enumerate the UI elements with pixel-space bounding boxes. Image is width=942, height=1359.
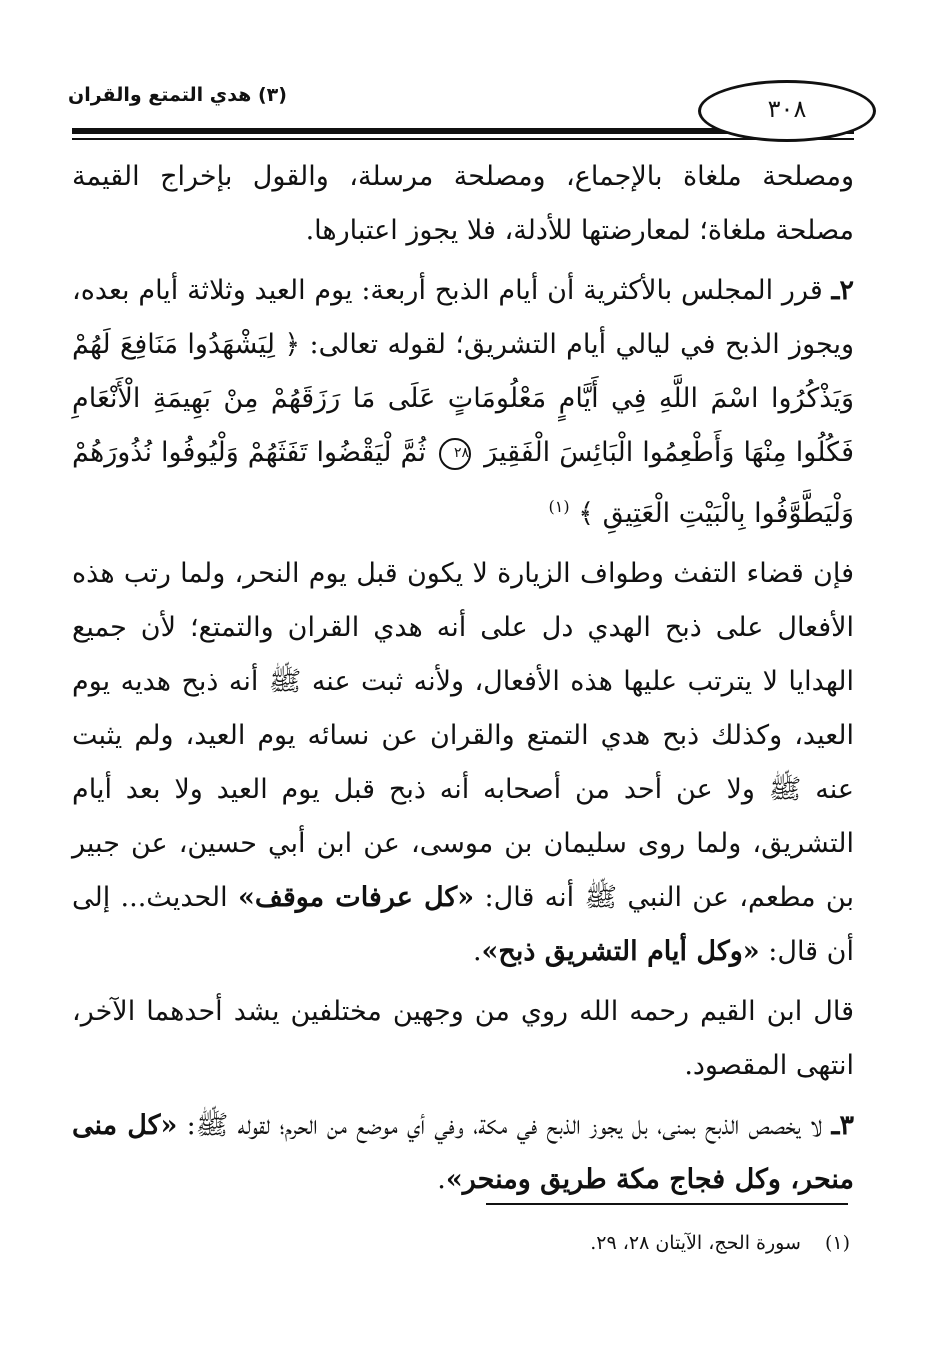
footnote-number: (١) xyxy=(824,1232,850,1254)
quran-verse-part-1: ﴿ لِيَشْهَدُوا مَنَافِعَ لَهُمْ وَيَذْكُرُوا اسْمَ اللَّهِ فِي أَيَّامٍ مَعْلُومَاتٍ عَلَى مَا رَزَقَهُمْ مِنْ بَهِيمَةِ الْأَنْعَامِ فَكُلُوا مِنْهَا وَأَطْعِمُوا الْبَائِسَ الْفَقِيرَ xyxy=(72,329,854,468)
main-text xyxy=(72,150,854,1213)
hadith-quote-3: «كل منى منحر، وكل فجاج مكة طريق ومنحر» xyxy=(72,1110,854,1195)
paragraph-2 xyxy=(72,264,854,541)
header-rule-thin xyxy=(72,138,854,140)
paragraph-2-text: قرر المجلس بالأكثرية أن أيام الذبح أربعة: يوم العيد وثلاثة أيام بعده، ويجوز الذبح في ليالي أيام التشريق؛ لقوله تعالى: xyxy=(72,275,854,360)
paragraph-5-text: لا يخصص الذبح بمنى، بل يجوز الذبح في مكة، وفي أي موضع من الحرم؛ لقوله ﷺ: xyxy=(186,1110,823,1141)
hadith-quote-2: «وكل أيام التشريق ذبح» xyxy=(481,936,760,967)
paragraph-3-text-a: فإن قضاء التفث وطواف الزيارة لا يكون قبل يوم النحر، ولما رتب هذه الأفعال على ذبح الهدي دل على أنه هدي القران والتمتع؛ لأن جميع الهدايا لا يترتب عليها هذه الأفعال، ولأنه ثبت عنه ﷺ أنه ذبح هديه يوم العيد، وكذلك ذبح هدي التمتع والقران عن نسائه يوم العيد، ولم يثبت عنه ﷺ ولا عن أحد من أصحابه أنه ذبح قبل يوم العيد ولا بعد أيام التشريق، ولما روى سليمان بن موسى، عن ابن أبي حسين، عن جبير بن مطعم، عن النبي ﷺ أنه قال: xyxy=(72,558,854,913)
footnote-reference: (١) xyxy=(548,497,570,516)
footnote-text: سورة الحج، الآيتان ٢٨، ٢٩. xyxy=(590,1232,801,1254)
item-number-2: ٢ـ xyxy=(831,275,854,306)
paragraph-5-end: . xyxy=(437,1164,446,1195)
paragraph-3-end: . xyxy=(472,936,482,967)
quran-verse-part-2: ثُمَّ لْيَقْضُوا تَفَثَهُمْ وَلْيُوفُوا نُذُورَهُمْ وَلْيَطَّوَّفُوا بِالْبَيْتِ الْعَتِيقِ ﴾ xyxy=(72,437,854,529)
page-header xyxy=(68,58,878,123)
paragraph-1 xyxy=(72,150,854,258)
paragraph-5 xyxy=(72,1099,854,1207)
item-number-3: ٣ـ xyxy=(831,1110,854,1141)
ayah-number-mark: ٢٨ xyxy=(439,438,471,470)
page-number: ٣٠٨ xyxy=(767,95,807,123)
paragraph-4-text: قال ابن القيم رحمه الله روي من وجهين مختلفين يشد أحدهما الآخر، انتهى المقصود. xyxy=(72,996,854,1081)
footnote xyxy=(590,1232,850,1254)
page-number-oval xyxy=(698,80,876,142)
paragraph-1-text: ومصلحة ملغاة بالإجماع، ومصلحة مرسلة، والقول بإخراج القيمة مصلحة ملغاة؛ لمعارضتها للأدلة، فلا يجوز اعتبارها. xyxy=(72,161,854,246)
paragraph-3 xyxy=(72,547,854,979)
running-title: (٣) هدي التمتع والقران xyxy=(68,84,287,106)
paragraph-3-text-b: الحديث... إلى أن قال: xyxy=(72,882,854,967)
paragraph-4 xyxy=(72,985,854,1093)
hadith-quote-1: «كل عرفات موقف» xyxy=(238,882,475,913)
footnote-separator xyxy=(486,1203,848,1205)
